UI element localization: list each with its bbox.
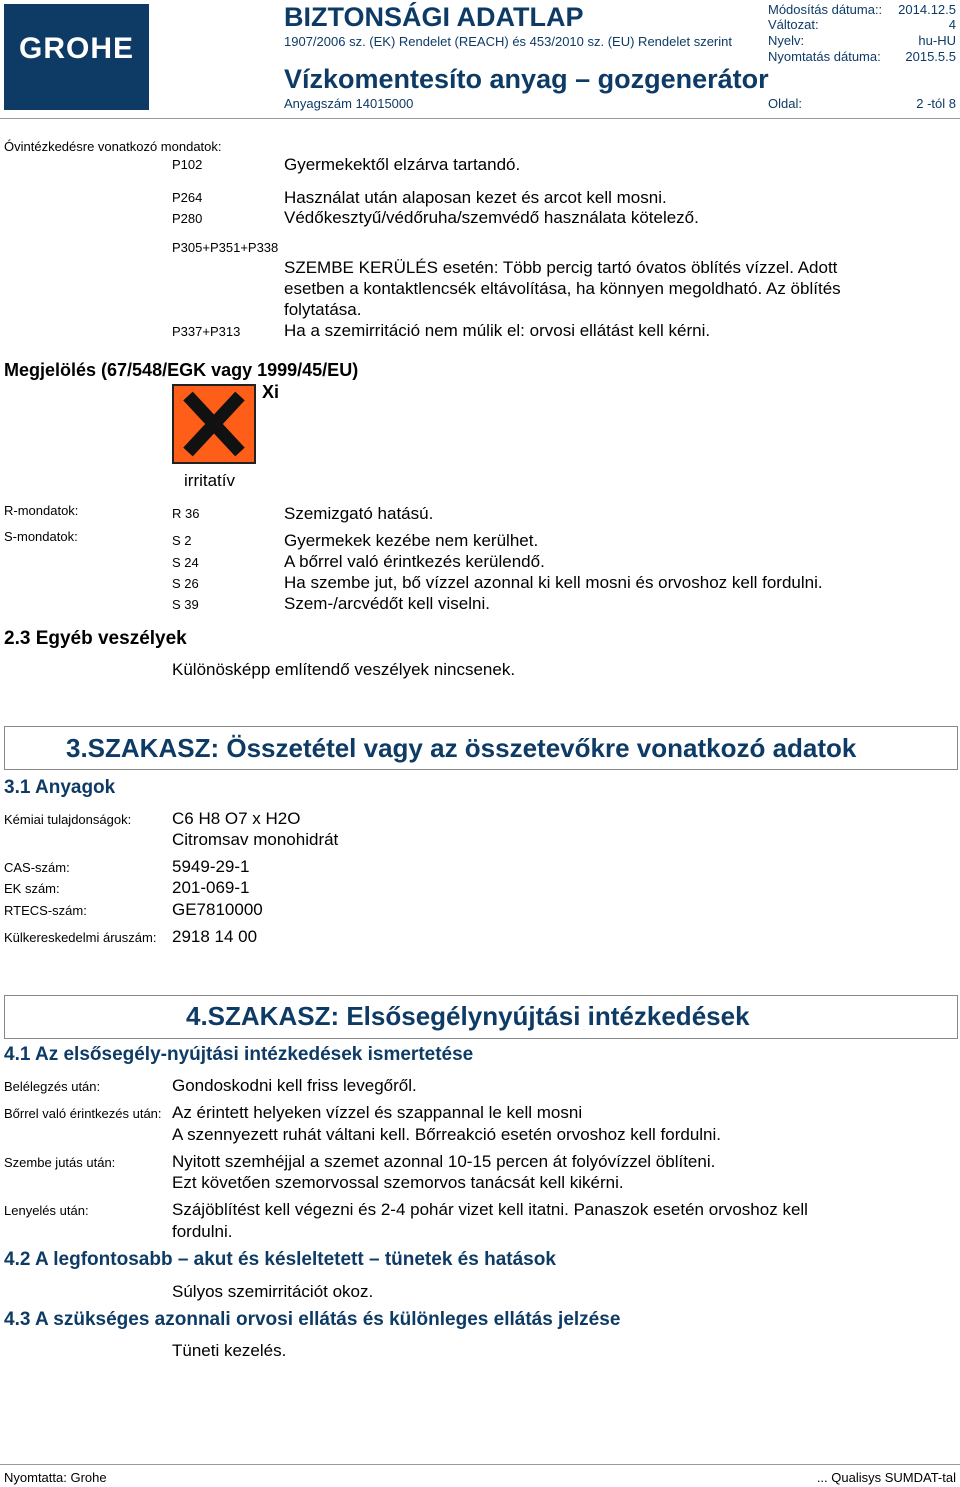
precaution-code: P280: [172, 211, 203, 226]
s-phrase-code: S 39: [172, 597, 199, 612]
inhalation-text: Gondoskodni kell friss levegőről.: [172, 1076, 417, 1095]
precaution-text: Gyermekektől elzárva tartandó.: [284, 155, 521, 174]
material-number: Anyagszám 14015000: [284, 96, 414, 111]
s-phrases-label: S-mondatok:: [4, 529, 78, 544]
symptoms-text: Súlyos szemirritációt okoz.: [172, 1282, 374, 1301]
hazard-pictogram: [172, 384, 256, 464]
cas-value: 5949-29-1: [172, 857, 250, 876]
section4-subtitle-3: 4.3 A szükséges azonnali orvosi ellátás és különleges ellátás jelzése: [4, 1309, 621, 1330]
r-phrases-label: R-mondatok:: [4, 503, 79, 518]
precaution-label: Óvintézkedésre vonatkozó mondatok:: [4, 139, 222, 154]
ek-label: EK szám:: [4, 881, 60, 896]
regulation-text: 1907/2006 sz. (EK) Rendelet (REACH) és 453/2010 sz. (EU) Rendelet szerint: [284, 34, 732, 49]
header-divider: [0, 118, 960, 119]
skin-label: Bőrrel való érintkezés után:: [4, 1106, 162, 1121]
chem-formula: C6 H8 O7 x H2O: [172, 809, 301, 828]
hazard-symbol-label: irritatív: [184, 471, 235, 490]
rtecs-value: GE7810000: [172, 900, 263, 919]
product-name: Vízkomentesíto anyag – gozgenerátor: [284, 64, 769, 94]
section4-subtitle-1: 4.1 Az elsősegély-nyújtási intézkedések ismertetése: [4, 1044, 474, 1065]
x-cross-icon: [174, 386, 254, 462]
marking-title: Megjelölés (67/548/EGK vagy 1999/45/EU): [4, 360, 359, 380]
eye-text: Ezt követően szemorvossal szemorvos tanácsát kell kikérni.: [172, 1173, 624, 1192]
precaution-code: P305+P351+P338: [172, 240, 279, 255]
mod-date-value: 2014.12.5: [898, 2, 956, 17]
inhalation-label: Belélegzés után:: [4, 1079, 101, 1094]
s-phrase-code: S 2: [172, 533, 192, 548]
chem-label: Kémiai tulajdonságok:: [4, 812, 132, 827]
skin-text: A szennyezett ruhát váltani kell. Bőrreakció esetén orvoshoz kell fordulni.: [172, 1125, 722, 1144]
print-date-value: 2015.5.5: [905, 49, 956, 64]
eye-text: Nyitott szemhéjjal a szemet azonnal 10-15 percen át folyóvízzel öblíteni.: [172, 1152, 716, 1171]
language-label: Nyelv:: [768, 33, 805, 48]
ingestion-text: fordulni.: [172, 1222, 233, 1241]
r-phrase-text: Szemizgató hatású.: [284, 504, 434, 523]
mod-date-label: Módosítás dátuma::: [768, 2, 883, 17]
s-phrase-text: Szem-/arcvédőt kell viselni.: [284, 594, 490, 613]
version-value: 4: [948, 17, 956, 32]
precaution-text: Védőkesztyű/védőruha/szemvédő használata kötelező.: [284, 208, 699, 227]
footer-printed-by: Nyomtatta: Grohe: [4, 1470, 107, 1485]
s-phrase-text: Gyermekek kezébe nem kerülhet.: [284, 531, 539, 550]
page-label: Oldal:: [768, 96, 802, 111]
section3-title: 3.SZAKASZ: Összetétel vagy az összetevőkre vonatkozó adatok: [66, 733, 857, 763]
chem-name: Citromsav monohidrát: [172, 830, 339, 849]
ingestion-label: Lenyelés után:: [4, 1203, 89, 1218]
other-hazards-text: Különösképp említendő veszélyek nincsenek.: [172, 660, 516, 679]
ingestion-text: Szájöblítést kell végezni és 2-4 pohár vizet kell itatni. Panaszok esetén orvoshoz kell: [172, 1200, 808, 1219]
print-date-label: Nyomtatás dátuma:: [768, 49, 881, 64]
treatment-text: Tüneti kezelés.: [172, 1341, 287, 1360]
page-value: 2 -tól 8: [916, 96, 956, 111]
precaution-text: SZEMBE KERÜLÉS esetén: Több percig tartó óvatos öblítés vízzel. Adott: [284, 258, 838, 277]
section4-title: 4.SZAKASZ: Elsősegélynyújtási intézkedések: [186, 1001, 750, 1031]
ek-value: 201-069-1: [172, 878, 250, 897]
logo-text: GROHE: [18, 32, 134, 65]
skin-text: Az érintett helyeken vízzel és szappannal le kell mosni: [172, 1103, 583, 1122]
s-phrase-code: S 26: [172, 576, 199, 591]
cas-label: CAS-szám:: [4, 860, 70, 875]
footer-software: ... Qualisys SUMDAT-tal: [816, 1470, 956, 1485]
precaution-text: Ha a szemirritáció nem múlik el: orvosi ellátást kell kérni.: [284, 321, 711, 340]
grohe-logo: [4, 4, 149, 110]
s-phrase-text: Ha szembe jut, bő vízzel azonnal ki kell mosni és orvoshoz kell fordulni.: [284, 573, 823, 592]
precaution-text: esetben a kontaktlencsék eltávolítása, ha könnyen megoldható. Az öblítés: [284, 279, 841, 298]
document-title: BIZTONSÁGI ADATLAP: [284, 2, 584, 32]
trade-label: Külkereskedelmi áruszám:: [4, 930, 157, 945]
precaution-text: folytatása.: [284, 300, 362, 319]
trade-value: 2918 14 00: [172, 927, 258, 946]
precaution-text: Használat után alaposan kezet és arcot kell mosni.: [284, 188, 667, 207]
precaution-code: P102: [172, 157, 203, 172]
version-label: Változat:: [768, 17, 819, 32]
precaution-code: P337+P313: [172, 324, 241, 339]
footer-divider: [0, 1464, 960, 1465]
precaution-code: P264: [172, 190, 203, 205]
section3-subtitle: 3.1 Anyagok: [4, 777, 116, 798]
hazard-symbol-code: Xi: [262, 382, 280, 402]
rtecs-label: RTECS-szám:: [4, 903, 87, 918]
eye-label: Szembe jutás után:: [4, 1155, 116, 1170]
language-value: hu-HU: [918, 33, 956, 48]
s-phrase-text: A bőrrel való érintkezés kerülendő.: [284, 552, 545, 571]
section4-subtitle-2: 4.2 A legfontosabb – akut és késleltetett – tünetek és hatások: [4, 1249, 556, 1270]
s-phrase-code: S 24: [172, 555, 199, 570]
r-phrase-code: R 36: [172, 506, 200, 521]
other-hazards-title: 2.3 Egyéb veszélyek: [4, 628, 187, 649]
